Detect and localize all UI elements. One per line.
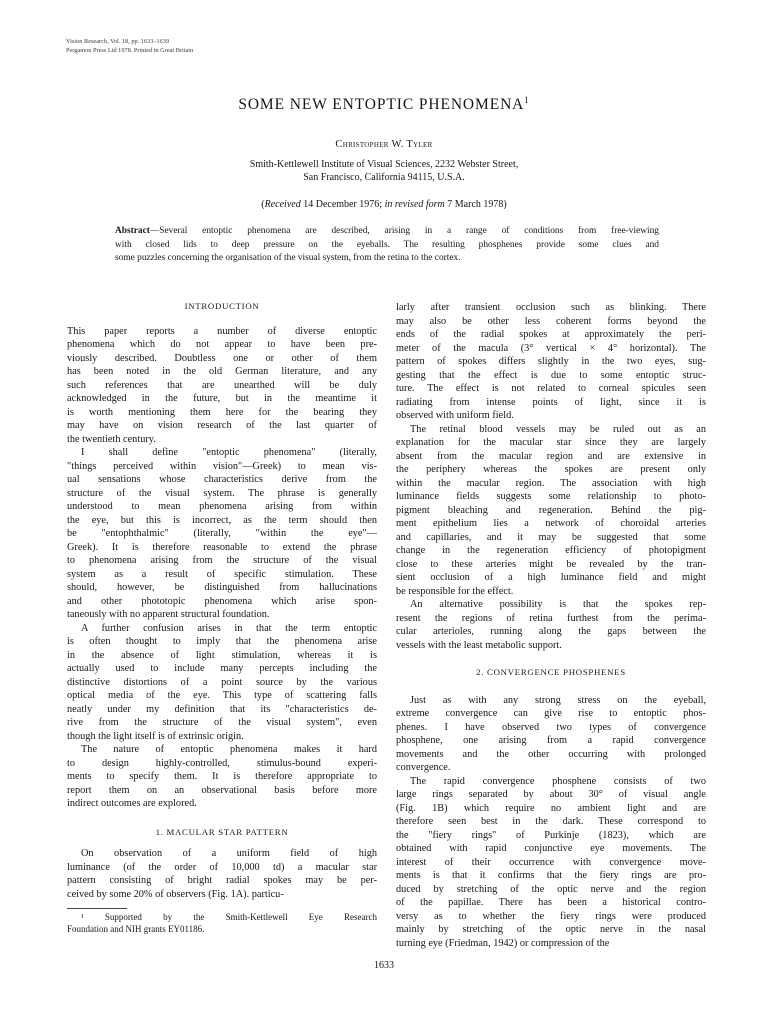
text-line: movements and the other occurring with prolonged [396, 748, 706, 760]
text-line: extreme convergence can give rise to entoptic phos- [396, 708, 706, 719]
journal-citation-line1: Vision Research, Vol. 18, pp. 1633–1639 [66, 38, 170, 45]
text-line: neatly under my definition that its "characteristics de- [67, 703, 377, 715]
text-line: may have on vision research of the last quarter of [67, 420, 377, 431]
text-line: rive from the structure of the visual system", even [67, 717, 377, 728]
received-date: 14 December 1976; [300, 199, 385, 210]
text-line: structure of the visual system. The phrase is generally [67, 487, 377, 499]
text-line: Just as with any strong stress on the eyeball, [410, 694, 706, 706]
text-line: be "entophthalmic" (literally, "within the eye"— [67, 528, 377, 539]
text-line: ture. The effect is not related to corneal spicules seen [396, 383, 706, 394]
text-line: system as a result of specific stimulation. These [67, 568, 377, 580]
text-line: be responsible for the effect. [396, 585, 514, 597]
abstract-line2: with closed lids to deep pressure on the eyeballs. The resulting phosphenes provide some clues and [115, 239, 659, 250]
paragraph [67, 622, 377, 744]
text-line: ual sensations whose characteristics derive from the [67, 474, 377, 485]
paragraph [396, 775, 706, 951]
text-line: gesting that the effect is due to some entoptic struc- [396, 369, 706, 381]
text-line: within the macular region. The association with high [396, 477, 706, 489]
journal-citation [66, 38, 193, 55]
paragraph [396, 423, 706, 599]
text-line: vessels with the least metabolic support. [396, 639, 562, 651]
text-line: ment epithelium lies a network of choroidal arteries [396, 518, 706, 529]
text-line: and capillaries, and it may be suggested that some [396, 531, 706, 543]
text-line: phosphene, one arising from a rapid convergence [396, 735, 706, 746]
text-line: versy as to whether the fiery rings were produced [396, 910, 706, 922]
text-line: large rings separated by about 30° of visual angle [396, 789, 706, 800]
text-line: optical media of the eye. This type of scattering falls [67, 690, 377, 701]
text-line: close to these arteries might be revealed by the tran- [396, 558, 706, 570]
title-footnote-mark: 1 [524, 95, 530, 105]
text-line: obtained with rapid conjunctive eye movements. The [396, 843, 706, 854]
text-line: "things perceived within vision"—Greek) to mean vis- [67, 460, 377, 472]
text-line: radiating from intense points of light, since it is [396, 396, 706, 408]
text-line: The retinal blood vessels may be ruled out as an [410, 423, 706, 435]
text-line: and other phototopic phenomena which arise spon- [67, 595, 377, 607]
text-line: duced by stretching of the optic nerve and the region [396, 883, 706, 895]
text-line: distinctive distortions of a point source by the various [67, 676, 377, 688]
text-line: in the absence of light stimulation, whereas it is [67, 649, 377, 661]
text-line: ments is that it confirms that the fiery rings are pro- [396, 870, 706, 881]
text-line: pigment bleaching and regeneration. Behind the pig- [396, 504, 706, 516]
text-line: to phenomena arising from the structure of the visual [67, 555, 377, 566]
section-heading-introduction: INTRODUCTION [184, 301, 260, 311]
text-line: to design highly-controlled, stimulus-bound experi- [67, 757, 377, 769]
text-line: pattern consisting of bright radial spokes may be per- [67, 875, 377, 886]
text-line: larly after transient occlusion such as blinking. There [396, 302, 706, 313]
text-line: the eye, but this is incorrect, as the term should then [67, 514, 377, 526]
text-line: such references that are unearthed will be duly [67, 379, 377, 391]
text-line: taneously with no apparent structural foundation. [67, 609, 270, 620]
text-line: ends of the radial spokes at approximately the peri- [396, 329, 706, 340]
text-line: observed with uniform field. [396, 410, 514, 421]
text-line: pattern of spokes differs slightly in the two eyes, sug- [396, 356, 706, 367]
affiliation-line1: Smith-Kettlewell Institute of Visual Sciences, 2232 Webster Street, [249, 159, 519, 170]
revised-label: in revised form [384, 199, 445, 210]
abstract-label: Abstract [115, 226, 150, 236]
paragraph [67, 325, 377, 447]
text-line: absent from the macular region and are extensive in [396, 450, 706, 462]
abstract-line3: some puzzles concerning the organisation of the visual system, from the retina to the cortex. [115, 253, 461, 263]
text-line: actually used to include many percepts including the [67, 663, 377, 674]
revised-date: 7 March 1978) [444, 199, 507, 210]
text-line: therefore seen best in the dark. These correspond to [396, 816, 706, 827]
right-column [396, 301, 706, 950]
text-line: The rapid convergence phosphene consists of two [410, 775, 706, 787]
text-line: acknowledged in the future, but in the meantime it [67, 393, 377, 404]
footnote [67, 912, 377, 935]
text-line: An alternative possibility is that the spokes rep- [410, 599, 706, 610]
text-line: understood to mean phenomena arising from within [67, 501, 377, 512]
text-line: On observation of a uniform field of high [81, 848, 377, 859]
text-line: the periphery whereas the spokes are present only [396, 464, 706, 475]
page-number: 1633 [374, 960, 394, 971]
abstract-line1 [115, 225, 659, 239]
abstract [115, 225, 659, 266]
text-line: is often thought to imply that the phenomena arise [67, 636, 377, 647]
text-line: Greek). It is therefore reasonable to extend the phrase [67, 541, 377, 553]
paragraph [396, 598, 706, 652]
text-line: sient occlusion of a high luminance field and might [396, 572, 706, 583]
text-line: may also be other less coherent forms beyond the [396, 315, 706, 327]
text-line: This paper reports a number of diverse entoptic [67, 325, 377, 337]
text-line: (Fig. 1B) which require no ambient light and are [396, 802, 706, 814]
text-line: mainly by stretching of the optic nerve in the nasal [396, 924, 706, 935]
text-line: though the light itself is of extrinsic origin. [67, 730, 244, 742]
text-line: viously described. Doubtless one or other of them [67, 352, 377, 364]
text-line: A further confusion arises in that the term entoptic [81, 622, 377, 634]
text-line: ceived by some 20% of observers (Fig. 1A). particu- [67, 888, 284, 900]
text-line: luminance fields suggests some relationship to photo- [396, 491, 706, 502]
paragraph [396, 694, 706, 775]
paragraph [67, 446, 377, 622]
text-line: phenes. I have observed two types of convergence [396, 721, 706, 733]
text-line: phenomena which do not appear to have been pre- [67, 339, 377, 350]
text-line: report them on an observational basis before more [67, 784, 377, 796]
text-line: the twentieth century. [67, 433, 156, 445]
left-column [67, 300, 377, 935]
text-line: Foundation and NIH grants EY01186. [67, 923, 205, 934]
paper-title-text: SOME NEW ENTOPTIC PHENOMENA [238, 96, 525, 114]
text-line: turning eye (Friedman, 1942) or compression of the [396, 937, 610, 949]
text-line: interest of their occurrence with convergence move- [396, 856, 706, 868]
footnote-divider [67, 908, 127, 909]
author-affiliation [0, 158, 768, 184]
received-dates [0, 199, 768, 210]
section-heading-convergence-phosphenes: 2. CONVERGENCE PHOSPHENES [476, 667, 626, 677]
section-heading-macular-star: 1. MACULAR STAR PATTERN [155, 826, 289, 837]
text-line: convergence. [396, 762, 451, 773]
text-line: ments to specify them. It is therefore appropriate to [67, 771, 377, 782]
text-line: has been noted in the old German literature, and any [67, 366, 377, 377]
journal-citation-line2: Pergamon Press Ltd 1978. Printed in Great Britain [66, 46, 194, 54]
text-line: meter of the macula (3° vertical × 4° horizontal). The [396, 342, 706, 354]
text-line: resent the regions of retina furthest from the perima- [396, 612, 706, 624]
text-line: the "fiery rings" of Purkinje (1823), which are [396, 829, 706, 841]
text-line: should, however, be distinguished from hallucinations [67, 582, 377, 593]
text-line: of the papillae. There has been a historical contro- [396, 897, 706, 908]
paragraph [67, 743, 377, 811]
text-line: luminance (of the order of 10,000 td) a macular star [67, 861, 377, 873]
received-label: Received [264, 199, 301, 210]
paragraph [396, 301, 706, 423]
paper-title [0, 95, 768, 114]
text-line: explanation for the macular star since they are largely [396, 437, 706, 448]
author-name: Christopher W. Tyler [335, 139, 433, 150]
paragraph [67, 847, 377, 901]
received-open-paren: ( [261, 199, 265, 210]
abstract-line1-text: —Several entoptic phenomena are described, arising in a range of conditions from free-viewing [149, 226, 659, 236]
affiliation-line2: San Francisco, California 94115, U.S.A. [303, 172, 465, 183]
text-line: I shall define "entoptic phenomena" (literally, [81, 447, 377, 458]
text-line: indirect outcomes are explored. [67, 798, 197, 809]
text-line: change in the regeneration efficiency of photopigment [396, 545, 706, 556]
text-line: cular arterioles, running along the gaps between the [396, 626, 706, 637]
text-line: The nature of entoptic phenomena makes it hard [81, 744, 377, 755]
text-line: is worth mentioning them here for the bearing they [67, 406, 377, 418]
text-line: ¹ Supported by the Smith-Kettlewell Eye Research [81, 912, 377, 922]
